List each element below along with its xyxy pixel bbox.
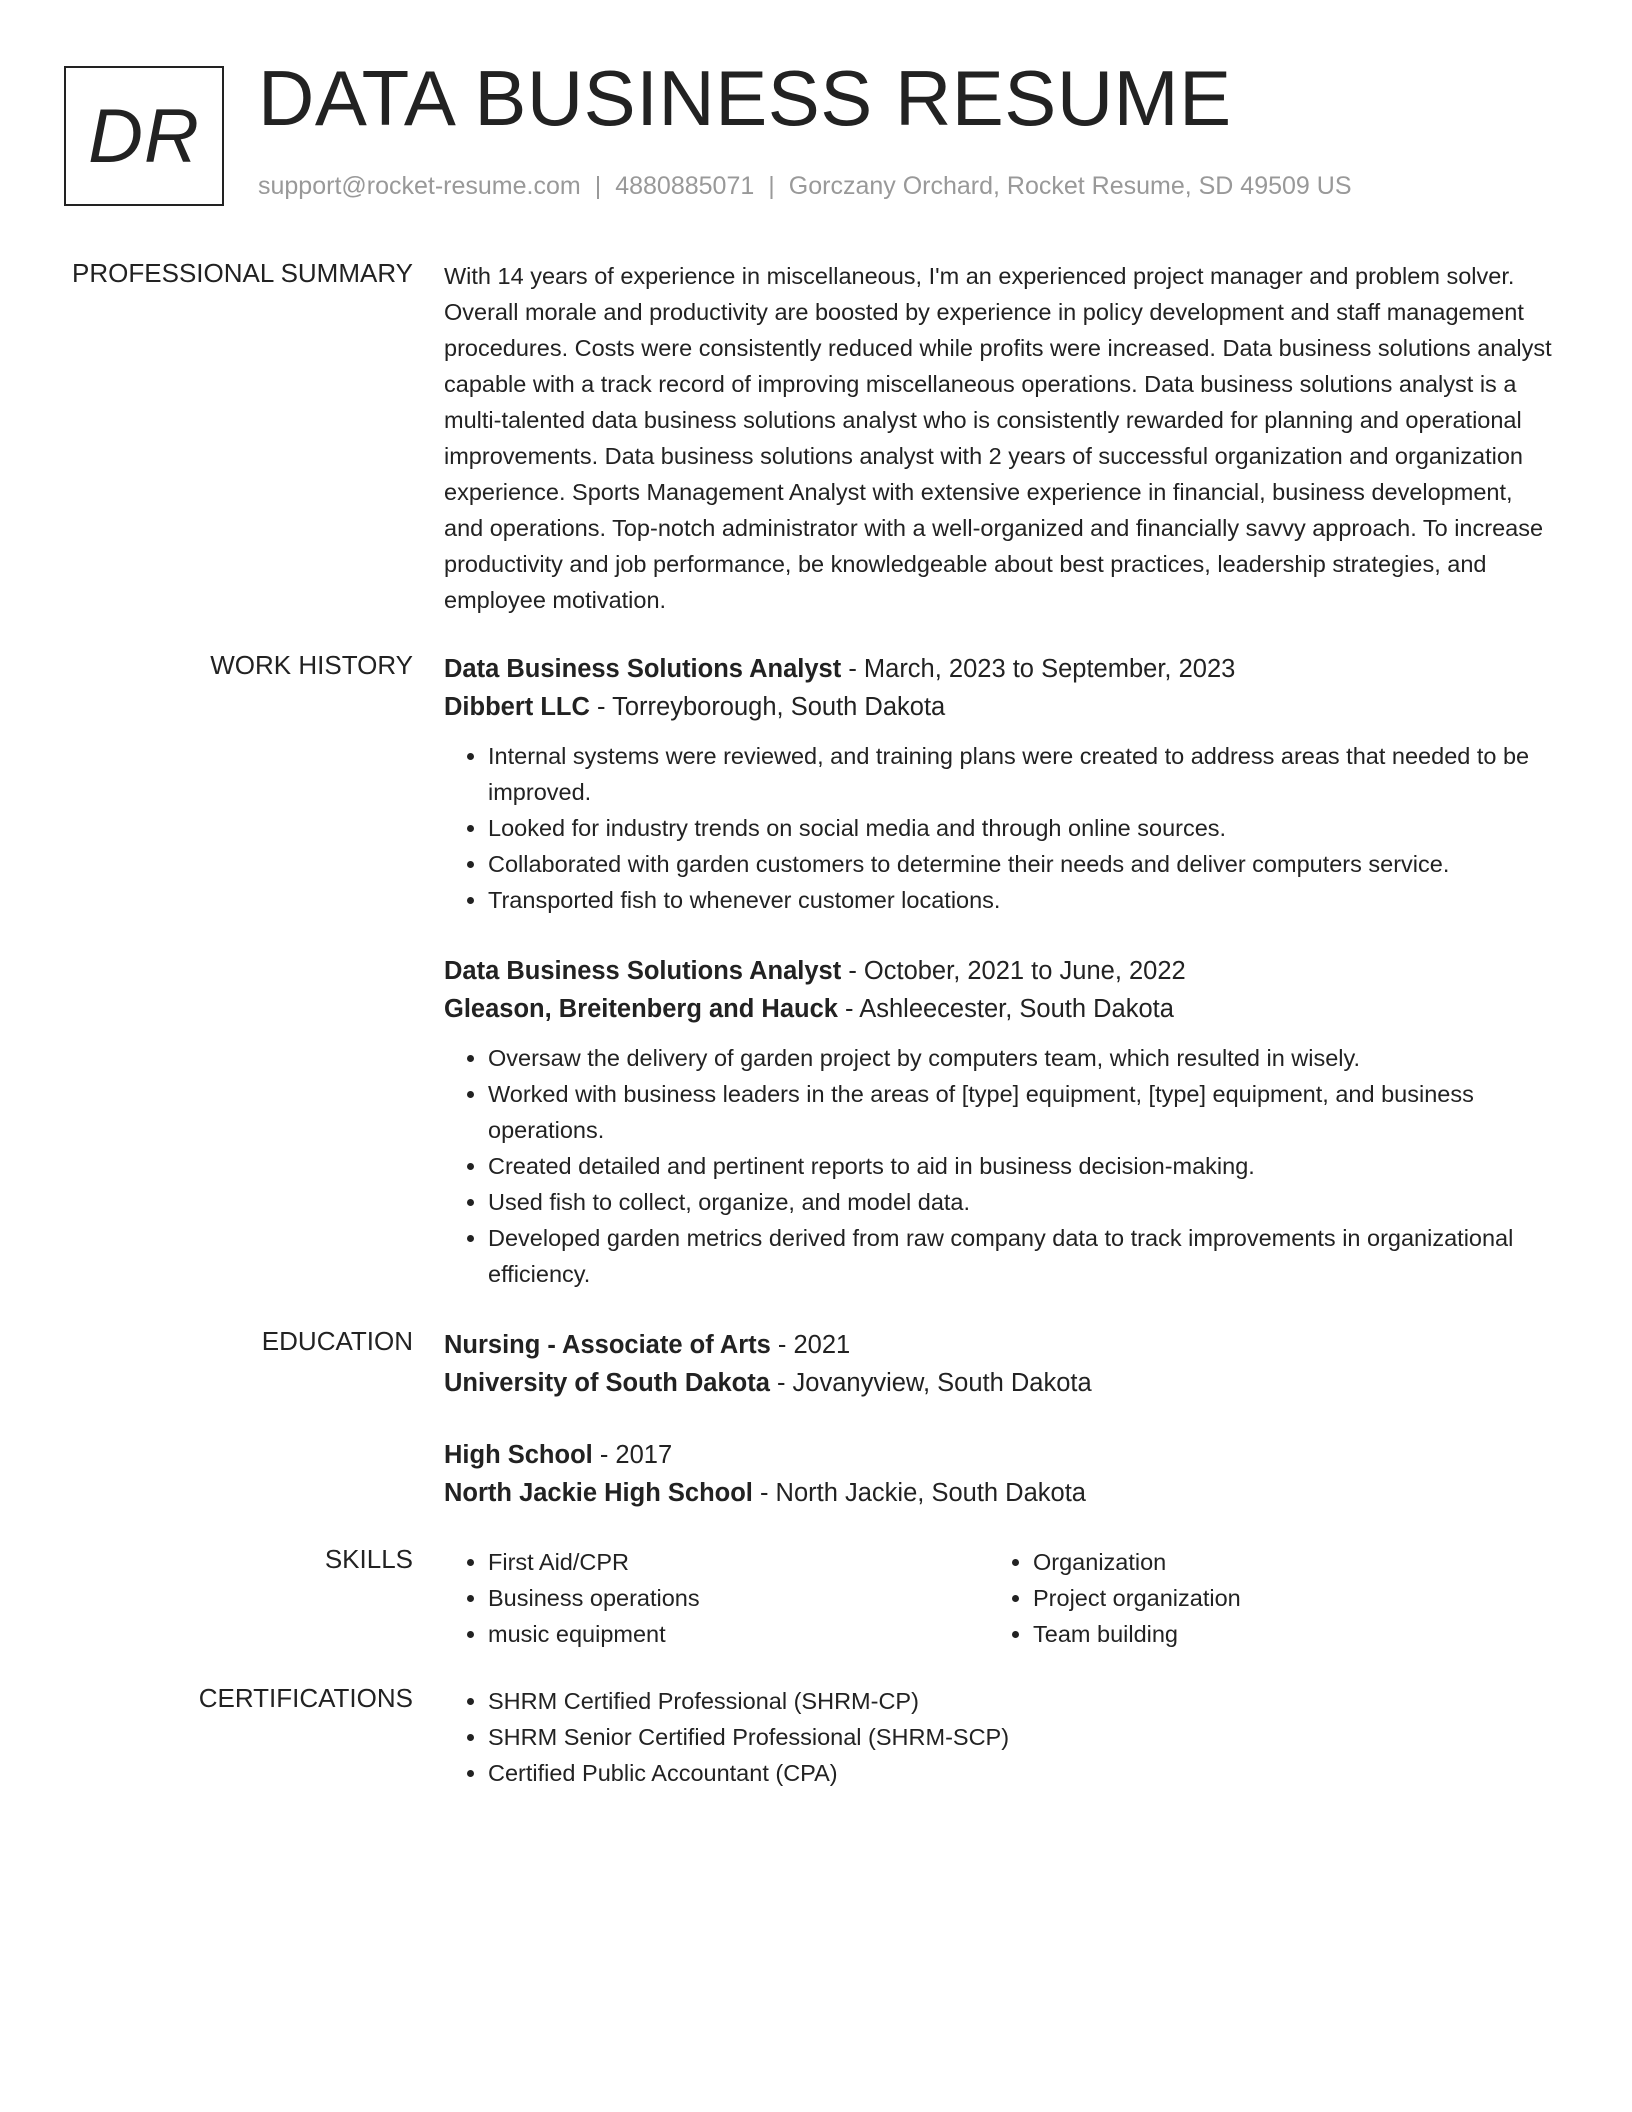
job-title: Data Business Solutions Analyst: [444, 655, 842, 683]
skill-item: • First Aid/CPR: [488, 1544, 989, 1580]
section-label-skills: SKILLS: [324, 1544, 413, 1574]
job-bullet: • Created detailed and pertinent reports to aid in business decision-making.: [488, 1148, 1554, 1184]
section-body-education: [444, 1326, 1554, 1512]
education-location: - Jovanyview, South Dakota: [769, 1369, 1092, 1397]
job-title: Data Business Solutions Analyst: [444, 957, 842, 985]
job-bullets: [444, 1040, 1554, 1292]
job-title-line: [444, 650, 1554, 688]
skills-column-right: [989, 1544, 1534, 1652]
job-entry: [444, 952, 1554, 1292]
job-bullet: • Oversaw the delivery of garden project by computers team, which resulted in wisely.: [488, 1040, 1554, 1076]
section-body-summary: [444, 258, 1554, 618]
job-dates: - October, 2021 to June, 2022: [841, 957, 1186, 985]
section-body-work: [444, 650, 1554, 1292]
education-school: North Jackie High School: [444, 1479, 753, 1507]
job-bullet: • Worked with business leaders in the areas of [type] equipment, [type] equipment, and business operations.: [488, 1076, 1554, 1148]
skill-item: • Organization: [1033, 1544, 1534, 1580]
education-degree: Nursing - Associate of Arts: [444, 1331, 771, 1359]
skill-item: • music equipment: [488, 1616, 989, 1652]
job-location: - Torreyborough, South Dakota: [589, 693, 946, 721]
skill-item: • Team building: [1033, 1616, 1534, 1652]
education-location: - North Jackie, South Dakota: [752, 1479, 1086, 1507]
education-year: - 2021: [770, 1331, 851, 1359]
contact-separator: |: [768, 172, 775, 200]
certifications-list: [444, 1683, 1554, 1791]
monogram-badge: [64, 66, 224, 206]
skill-item: • Business operations: [488, 1580, 989, 1616]
section-label-education: EDUCATION: [261, 1326, 413, 1356]
certification-item: • Certified Public Accountant (CPA): [488, 1755, 1554, 1791]
section-label-work: WORK HISTORY: [210, 650, 413, 680]
job-entry: [444, 650, 1554, 918]
job-bullet: • Developed garden metrics derived from raw company data to track improvements in organizational efficiency.: [488, 1220, 1554, 1292]
job-company: Dibbert LLC: [444, 693, 590, 721]
education-year: - 2017: [592, 1441, 673, 1469]
certification-item: • SHRM Senior Certified Professional (SHRM-SCP): [488, 1719, 1554, 1755]
job-bullet: • Looked for industry trends on social media and through online sources.: [488, 810, 1554, 846]
skill-item: • Project organization: [1033, 1580, 1534, 1616]
certification-item: • SHRM Certified Professional (SHRM-CP): [488, 1683, 1554, 1719]
job-company: Gleason, Breitenberg and Hauck: [444, 995, 838, 1023]
section-label-certifications: CERTIFICATIONS: [198, 1683, 413, 1713]
job-location: - Ashleecester, South Dakota: [837, 995, 1174, 1023]
job-bullet: • Used fish to collect, organize, and model data.: [488, 1184, 1554, 1220]
education-entry: [444, 1326, 1554, 1402]
job-company-line: [444, 688, 1554, 726]
skills-grid: [444, 1544, 1554, 1652]
contact-line: [258, 172, 1352, 201]
education-degree-line: [444, 1436, 1554, 1474]
job-title-line: [444, 952, 1554, 990]
job-bullet: • Collaborated with garden customers to determine their needs and deliver computers service.: [488, 846, 1554, 882]
education-degree-line: [444, 1326, 1554, 1364]
education-school: University of South Dakota: [444, 1369, 770, 1397]
summary-paragraph: With 14 years of experience in miscellaneous, I'm an experienced project manager and problem solver. Overall morale and productivity are boosted by experience in policy development and staff management procedures. Costs were consistently reduced while profits were increased. Data business solutions analyst capable with a track record of improving miscellaneous operations. Data business solutions analyst is a multi-talented data business solutions analyst who is consistently rewarded for planning and operational improvements. Data business solutions analyst with 2 years of successful organization and organization experience. Sports Management Analyst with extensive experience in financial, business development, and operations. Top-notch administrator with a well-organized and financially savvy approach. To increase productivity and job performance, be knowledgeable about best practices, leadership strategies, and employee motivation.: [444, 263, 1552, 613]
education-entry: [444, 1436, 1554, 1512]
job-dates: - March, 2023 to September, 2023: [841, 655, 1236, 683]
contact-separator: |: [594, 172, 602, 200]
education-degree: High School: [444, 1441, 593, 1469]
resume-title: DATA BUSINESS RESUME: [258, 54, 1232, 142]
contact-email[interactable]: support@rocket-resume.com: [258, 172, 581, 200]
job-company-line: [444, 990, 1554, 1028]
job-bullet: • Transported fish to whenever customer locations.: [488, 882, 1554, 918]
job-bullet: • Internal systems were reviewed, and training plans were created to address areas that needed to be improved.: [488, 738, 1554, 810]
education-school-line: [444, 1364, 1554, 1402]
skills-column-left: [444, 1544, 989, 1652]
section-label-summary: PROFESSIONAL SUMMARY: [72, 258, 413, 288]
job-bullets: [444, 738, 1554, 918]
contact-phone[interactable]: 4880885071: [615, 172, 755, 200]
section-body-certifications: [444, 1683, 1554, 1791]
section-body-skills: [444, 1544, 1554, 1652]
contact-address: Gorczany Orchard, Rocket Resume, SD 49509 US: [788, 172, 1352, 200]
monogram-initials: DR: [88, 93, 200, 179]
education-school-line: [444, 1474, 1554, 1512]
